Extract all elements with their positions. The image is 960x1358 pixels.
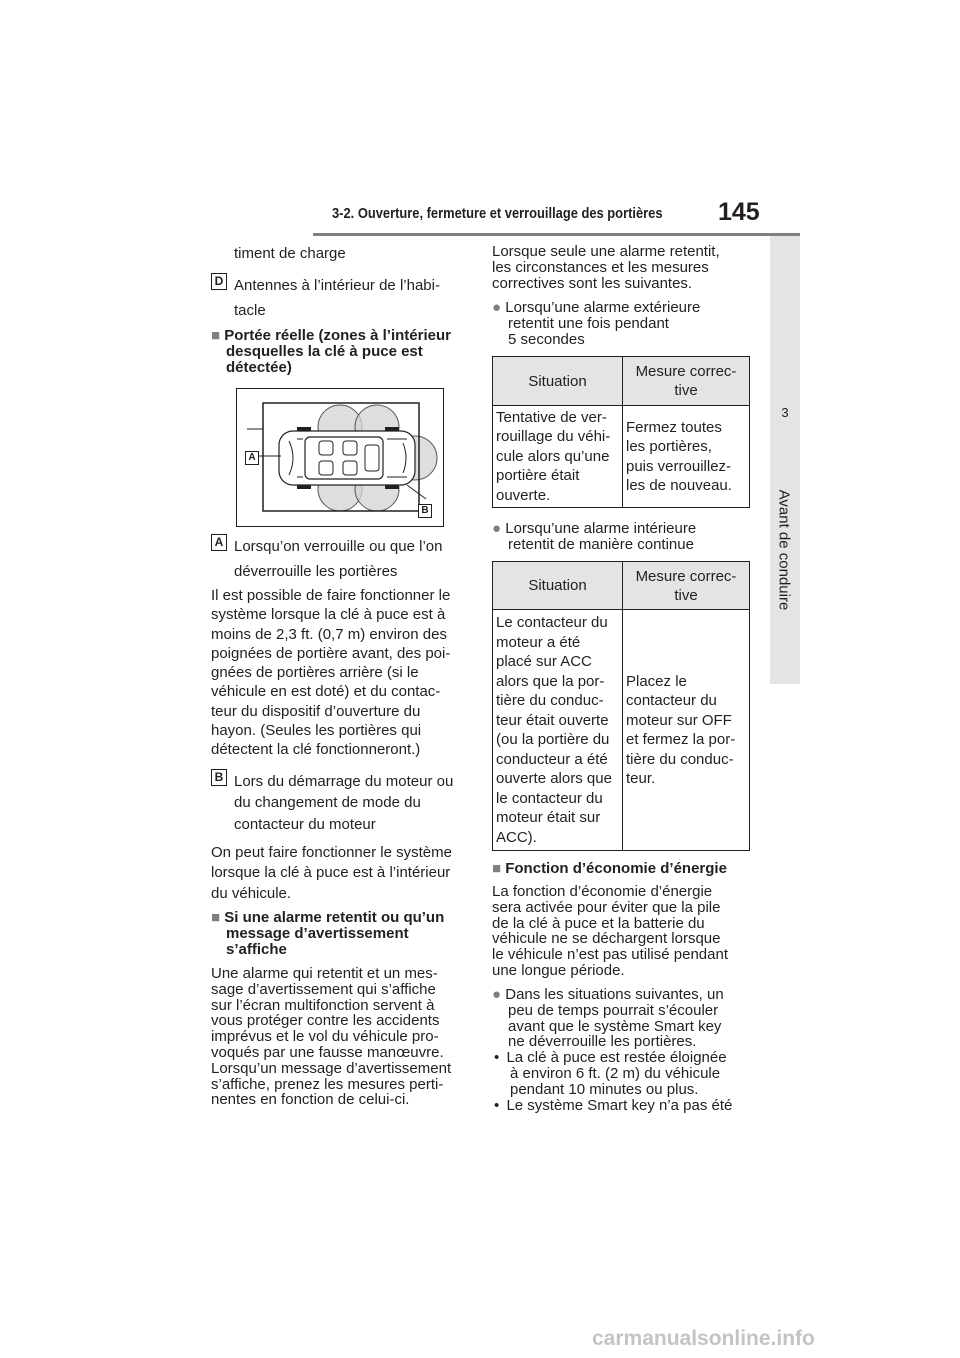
heading-energy-saving: ■ Fonction d’économie d’énergie (492, 860, 727, 877)
table2-header-situation: Situation (493, 562, 623, 610)
table1-header-situation: Situation (493, 357, 623, 406)
figure-callout-a: A (245, 447, 259, 465)
section-title: 3-2. Ouverture, fermeture et verrouillage des portières (332, 205, 663, 222)
item-a-text: Lorsqu’on verrouille ou que l’on déverrouille les portières (234, 538, 443, 581)
page-number: 145 (718, 198, 760, 226)
paragraph-energy-saving: La fonction d’économie d’énergie sera activée pour éviter que la pile de la clé à puce et la batterie du véhicule ne se déchargent lorsque le véhicule n’est pas utilisé pendant une longue période. (492, 883, 728, 979)
callout-b-badge: B (211, 768, 227, 786)
bullet-interior-alarm: ● Lorsqu’une alarme intérieure retentit de manière continue (492, 520, 697, 553)
chapter-number: 3 (781, 405, 789, 420)
chapter-label: Avant de conduire (775, 489, 793, 611)
item-b-text: Lors du démarrage du moteur ou du changement de mode du contacteur du moteur (234, 773, 454, 833)
dot-smart-key: • Le système Smart key n’a pas été (494, 1097, 733, 1114)
table-exterior-alarm (492, 356, 750, 508)
watermark-text: carmanualsonline.info (592, 1327, 815, 1350)
figure-callout-b: B (418, 500, 432, 518)
table1-measure-cell: Fermez toutes les portières, puis verrouillez- les de nouveau. (623, 406, 750, 508)
paragraph-alarm-intro: Lorsque seule une alarme retentit, les circonstances et les mesures correctives sont les suivantes. (492, 243, 720, 292)
item-d-text: Antennes à l’intérieur de l’habi- tacle (234, 277, 440, 320)
callout-a-badge: A (211, 533, 227, 551)
vehicle-top-view-diagram (237, 389, 443, 526)
callout-d-badge: D (211, 272, 227, 290)
paragraph-range-doors: Il est possible de faire fonctionner le système lorsque la clé à puce est à moins de 2,3 ft. (0,7 m) environ des poignées de portière avant, des poi- gnées de portières arrière (si le véhicule en est doté) et du contac- teur du dispositif d’ouverture du hayon. (Seules les portières qui détectent la clé fonctionneront.) (211, 587, 451, 759)
table2-header-measure: Mesure correc- tive (623, 562, 750, 610)
table1-situation-cell: Tentative de ver- rouillage du véhi- cule alors qu’une portière était ouverte. (493, 406, 623, 508)
table1-header-measure: Mesure correc- tive (623, 357, 750, 406)
paragraph-alarm: Une alarme qui retentit et un mes- sage d’avertissement qui s’affiche sur l’écran multifonction servent à vous protéger contre les accidents imprévus et le vol du véhicule pro- voqués par une fausse manœuvre. Lorsqu’un message d’avertissement s’affiche, prenez les mesures perti- nentes en fonction de celui-ci. (211, 965, 452, 1109)
bullet-exterior-alarm: ● Lorsqu’une alarme extérieure retentit une fois pendant 5 secondes (492, 299, 701, 348)
dot-key-far: • La clé à puce est restée éloignée à environ 6 ft. (2 m) du véhicule pendant 10 minutes ou plus. (494, 1049, 727, 1098)
table2-measure-cell: Placez le contacteur du moteur sur OFF et fermez la por- tière du conduc- teur. (623, 610, 750, 851)
heading-alarm: ■ Si une alarme retentit ou qu’un message d’avertissement s’affiche (211, 909, 445, 958)
table2-situation-cell: Le contacteur du moteur a été placé sur ACC alors que la por- tière du conduc- teur était ouverte (ou la portière du conducteur a été ouverte alors que le contacteur du moteur était sur ACC). (493, 610, 623, 851)
detection-range-figure (236, 388, 444, 527)
heading-range: ■ Portée réelle (zones à l’intérieur desquelles la clé à puce est détectée) (211, 327, 451, 376)
bullet-situations: ● Dans les situations suivantes, un peu de temps pourrait s’écouler avant que le système Smart key ne déverrouille les portières. (492, 986, 724, 1051)
header-divider (313, 233, 800, 236)
continued-text: timent de charge (234, 245, 346, 262)
chapter-tab (770, 236, 800, 684)
table-interior-alarm (492, 561, 750, 851)
paragraph-inside-vehicle: On peut faire fonctionner le système lorsque la clé à puce est à l’intérieur du véhicule. (211, 844, 452, 902)
